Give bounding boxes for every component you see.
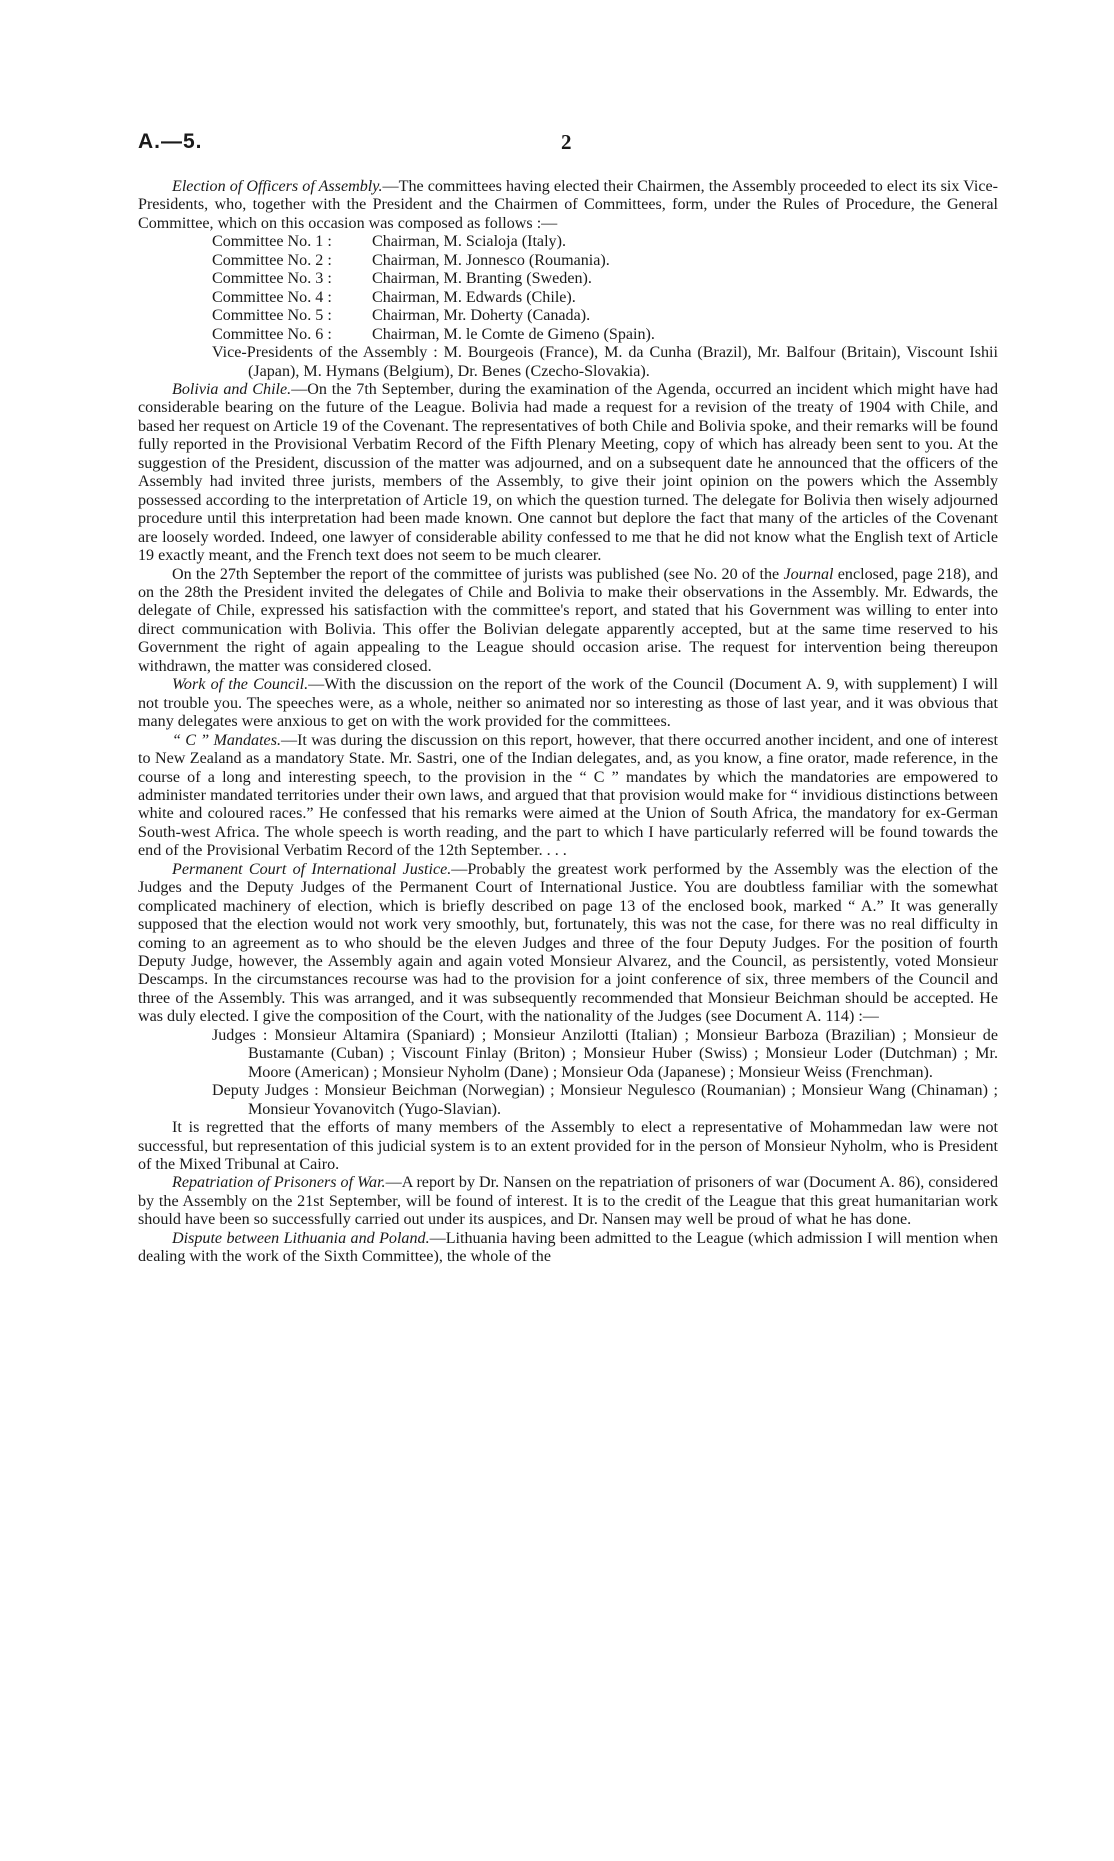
paragraph-council: Work of the Council.—With the discussion on the report of the work of the Council (Document A. 9, with supplement) I will not trouble you. The speeches were, as a whole, neither so animated nor so interesting as those of last year, and it was obvious that many delegates were anxious to get on with the work provided for the committees. — [138, 676, 998, 731]
committee-row: Committee No. 1 : Chairman, M. Scialoja (Italy). — [212, 233, 566, 251]
heading-election: Election of Officers of Assembly. — [172, 178, 383, 195]
heading-mandates: “ C ” Mandates. — [172, 731, 281, 749]
page-number: 2 — [561, 130, 572, 154]
heading-repatriation: Repatriation of Prisoners of War. — [172, 1174, 386, 1192]
journal-title: Journal — [783, 565, 834, 583]
heading-court: Permanent Court of International Justice. — [172, 860, 452, 878]
paragraph-lithuania: Dispute between Lithuania and Poland.—Lithuania having been admitted to the League (which admission I will mention when dealing with the work of the Sixth Committee), the whole of the — [138, 1229, 998, 1266]
paragraph-bolivia: Bolivia and Chile.—On the 7th September, during the examination of the Agenda, occurred an incident which might have had considerable bearing on the future of the League. Bolivia had made a request for a revision of the treaty of 1904 with Chile, and based her request on Article 19 of the Covenant. The representatives of both Chile and Bolivia spoke, and their remarks will be found fully reported in the Provisional Verbatim Record of the Fifth Plenary Meeting, copy of which has already been sent to you. At the suggestion of the President, discussion of the matter was adjourned, and on a subsequent date he announced that the officers of the Assembly had invited three jurists, members of the Assembly, to give their joint opinion on the powers which the Assembly possessed according to the interpretation of Article 19, on which the question turned. The delegate for Bolivia then wisely adjourned procedure until this interpretation had been made known. One cannot but deplore the fact that many of the articles of the Covenant are loosely worded. Indeed, one lawyer of considerable ability confessed to me that he did not know what the English text of Article 19 exactly meant, and the French text does not seem to be much clearer. — [138, 380, 999, 565]
paragraph-jurists: On the 27th September the report of the committee of jurists was published (see No. 20 of the Journal enclosed, page 218), and on the 28th the President invited the delegates of Chile and Bolivia to make their observations in the Assembly. Mr. Edwards, the delegate of Chile, expressed his satisfaction with the committee's report, and stated that his Government was willing to enter into direct communication with Bolivia. This offer the Bolivian delegate apparently accepted, but at the same time reserved to his Government the right of again appealing to the League should occasion arise. The request for intervention being thereupon withdrawn, the matter was considered closed. — [138, 565, 998, 675]
paragraph-mandates: “ C ” Mandates.—It was during the discussion on this report, however, that there occurred another incident, and one of interest to New Zealand as a mandatory State. Mr. Sastri, one of the Indian delegates, and, as you know, a fine orator, made reference, in the course of a long and interesting speech, to the provision in the “ C ” mandates by which the mandatories are empowered to administer mandated territories under their own laws, and argued that that provision would make for “ invidious distinctions between white and coloured races.” He confessed that his remarks were aimed at the Union of South Africa, the mandatory for ex-German South-west Africa. The whole speech is worth reading, and the part to which I have particularly referred will be found towards the end of the Provisional Verbatim Record of the 12th September. . . . — [138, 731, 999, 860]
committee-row: Committee No. 2 : Chairman, M. Jonnesco (Roumania). — [212, 251, 610, 269]
page-body — [138, 178, 998, 1267]
paragraph-election: Election of Officers of Assembly.—The committees having elected their Chairmen, the Assembly proceeded to elect its six Vice-Presidents, who, together with the President and the Chairmen of Committees, form, under the Rules of Procedure, the General Committee, which on this occasion was composed as follows :— — [138, 178, 998, 232]
heading-council: Work of the Council. — [172, 676, 309, 694]
committee-list — [212, 233, 998, 344]
document-reference: A.—5. — [138, 130, 203, 153]
paragraph-mohammedan: It is regretted that the efforts of many members of the Assembly to elect a representative of Mohammedan law were not successful, but representation of this judicial system is to an extent provided for in the person of Monsieur Nyholm, who is President of the Mixed Tribunal at Cairo. — [138, 1119, 998, 1174]
heading-bolivia: Bolivia and Chile. — [172, 380, 292, 398]
judges-list: Judges : Monsieur Altamira (Spaniard) ; Monsieur Anzilotti (Italian) ; Monsieur Barboza (Brazilian) ; Monsieur de Bustamante (Cuban) ; Viscount Finlay (Briton) ; Monsieur Huber (Swiss) ; Monsieur Loder (Dutchman) ; Mr. Moore (American) ; Monsieur Nyholm (Dane) ; Monsieur Oda (Japanese) ; Monsieur Weiss (Frenchman). — [212, 1026, 998, 1081]
page-header — [138, 130, 998, 160]
heading-lithuania: Dispute between Lithuania and Poland. — [172, 1229, 430, 1247]
paragraph-repatriation: Repatriation of Prisoners of War.—A report by Dr. Nansen on the repatriation of prisoners of war (Document A. 86), considered by the Assembly on the 21st September, will be found of interest. It is to the credit of the League that this great humanitarian work should have been so successfully carried out under its auspices, and Dr. Nansen may well be proud of what he has done. — [138, 1174, 998, 1229]
committee-row: Committee No. 5 : Chairman, Mr. Doherty (Canada). — [212, 307, 591, 325]
committee-row: Committee No. 4 : Chairman, M. Edwards (Chile). — [212, 288, 576, 306]
vice-presidents: Vice-Presidents of the Assembly : M. Bourgeois (France), M. da Cunha (Brazil), Mr. Balfour (Britain), Viscount Ishii (Japan), M. Hymans (Belgium), Dr. Benes (Czecho-Slovakia). — [212, 344, 998, 380]
committee-row: Committee No. 3 : Chairman, M. Branting (Sweden). — [212, 270, 592, 288]
committee-row: Committee No. 6 : Chairman, M. le Comte de Gimeno (Spain). — [212, 325, 655, 343]
deputy-judges-list: Deputy Judges : Monsieur Beichman (Norwegian) ; Monsieur Negulesco (Roumanian) ; Monsieur Wang (Chinaman) ; Monsieur Yovanovitch (Yugo-Slavian). — [212, 1082, 998, 1118]
paragraph-court: Permanent Court of International Justice.—Probably the greatest work performed by the Assembly was the election of the Judges and the Deputy Judges of the Permanent Court of International Justice. You are doubtless familiar with the somewhat complicated machinery of election, which is briefly described on page 13 of the enclosed book, marked “ A.” It was generally supposed that the election would not work very smoothly, but, fortunately, this was not the case, for there was no real difficulty in coming to an agreement as to who should be the eleven Judges and three of the four Deputy Judges. For the position of fourth Deputy Judge, however, the Assembly again and again voted Monsieur Alvarez, and the Council, as persistently, voted Monsieur Descamps. In the circumstances recourse was had to the provision for a joint conference of six, three members of the Council and three of the Assembly. This was arranged, and it was subsequently recommended that Monsieur Beichman should be accepted. He was duly elected. I give the composition of the Court, with the nationality of the Judges (see Document A. 114) :— — [138, 860, 998, 1026]
